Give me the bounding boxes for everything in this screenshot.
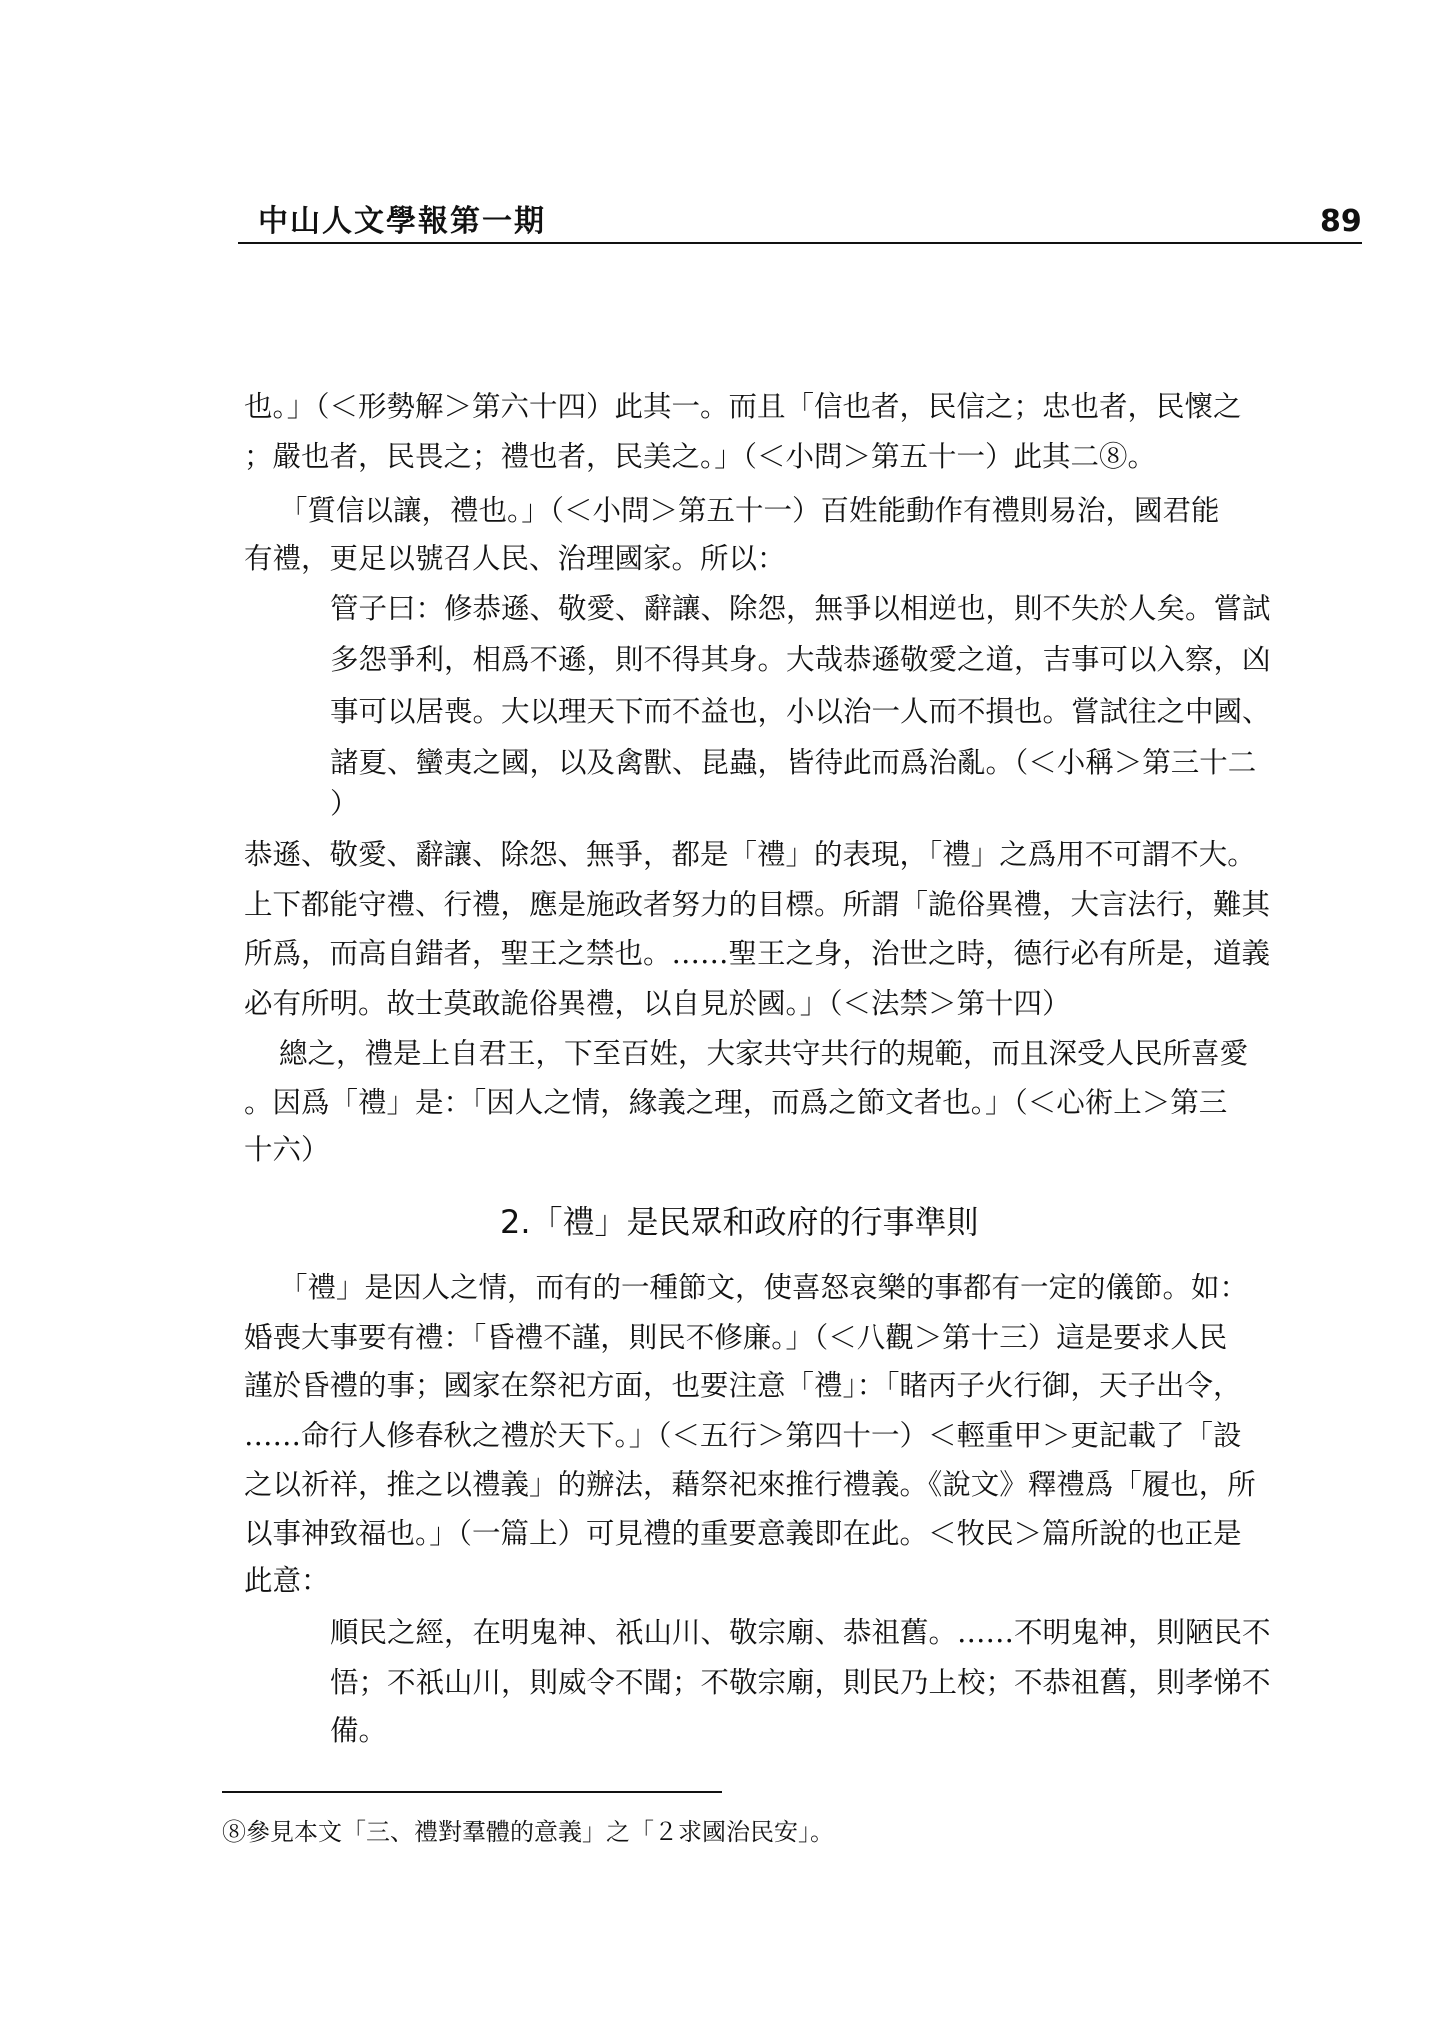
header-rule xyxy=(238,242,1362,244)
quote-line: 事可以居喪。大以理天下而不益也，小以治一人而不損也。嘗試往之中國、 xyxy=(330,695,1271,728)
text-line: 婚喪大事要有禮：「昏禮不謹，則民不修廉。」（＜八觀＞第十三）這是要求人民 xyxy=(244,1321,1228,1354)
running-header-title: 中山人文學報第一期 xyxy=(258,204,546,239)
text-line: 所爲，而高自錯者，聖王之禁也。……聖王之身，治世之時，德行必有所是，道義 xyxy=(244,937,1271,970)
text-line: 上下都能守禮、行禮，應是施政者努力的目標。所謂「詭俗異禮，大言法行，難其 xyxy=(244,888,1271,921)
quote-line: 順民之經，在明鬼神、祇山川、敬宗廟、恭祖舊。……不明鬼神，則陋民不 xyxy=(330,1616,1271,1649)
text-line: 也。」（＜形勢解＞第六十四）此其一。而且「信也者，民信之；忠也者，民懷之 xyxy=(244,390,1242,423)
text-line: 。因爲「禮」是：「因人之情，緣義之理，而爲之節文者也。」（＜心術上＞第三 xyxy=(244,1086,1228,1119)
text-line: 此意： xyxy=(244,1564,330,1597)
text-line: 「禮」是因人之情，而有的一種節文，使喜怒哀樂的事都有一定的儀節。如： xyxy=(279,1271,1249,1304)
text-line: 以事神致福也。」（一篇上）可見禮的重要意義即在此。＜牧民＞篇所說的也正是 xyxy=(244,1517,1242,1550)
text-line: 必有所明。故士莫敢詭俗異禮，以自見於國。」（＜法禁＞第十四） xyxy=(244,987,1071,1020)
quote-line: 多怨爭利，相爲不遜，則不得其身。大哉恭遜敬愛之道，吉事可以入察，凶 xyxy=(330,643,1271,676)
text-line: 有禮，更足以號召人民、治理國家。所以： xyxy=(244,542,786,575)
text-line: 總之，禮是上自君王，下至百姓，大家共守共行的規範，而且深受人民所喜愛 xyxy=(279,1037,1249,1070)
section-heading: 2.「禮」是民眾和政府的行事準則 xyxy=(500,1203,979,1241)
quote-line: 諸夏、蠻夷之國，以及禽獸、昆蟲，皆待此而爲治亂。（＜小稱＞第三十二 xyxy=(330,746,1257,779)
text-line: 之以祈祥，推之以禮義」的辦法，藉祭祀來推行禮義。《說文》釋禮爲「履也，所 xyxy=(244,1468,1256,1501)
quote-line: ） xyxy=(330,787,359,820)
text-line: 十六） xyxy=(244,1133,330,1166)
footnote-rule xyxy=(222,1791,722,1793)
text-line: 恭遜、敬愛、辭讓、除怨、無爭，都是「禮」的表現，「禮」之爲用不可謂不大。 xyxy=(244,838,1256,871)
footnote: ⑧參見本文「三、禮對羣體的意義」之「２求國治民安」。 xyxy=(222,1818,834,1846)
text-line: ……命行人修春秋之禮於天下。」（＜五行＞第四十一）＜輕重甲＞更記載了「設 xyxy=(244,1419,1242,1452)
page-number: 89 xyxy=(1320,204,1362,239)
text-line: 謹於昏禮的事；國家在祭祀方面，也要注意「禮」：「睹丙子火行御，天子出令， xyxy=(244,1369,1242,1402)
quote-line: 悟；不祇山川，則威令不聞；不敬宗廟，則民乃上校；不恭祖舊，則孝悌不 xyxy=(330,1666,1271,1699)
quote-line: 備。 xyxy=(330,1714,388,1747)
text-line: 「質信以讓，禮也。」（＜小問＞第五十一）百姓能動作有禮則易治，國君能 xyxy=(279,494,1220,527)
quote-line: 管子曰：修恭遜、敬愛、辭讓、除怨，無爭以相逆也，則不失於人矣。嘗試 xyxy=(330,592,1271,625)
text-line: ；嚴也者，民畏之；禮也者，民美之。」（＜小問＞第五十一）此其二⑧。 xyxy=(244,440,1157,473)
